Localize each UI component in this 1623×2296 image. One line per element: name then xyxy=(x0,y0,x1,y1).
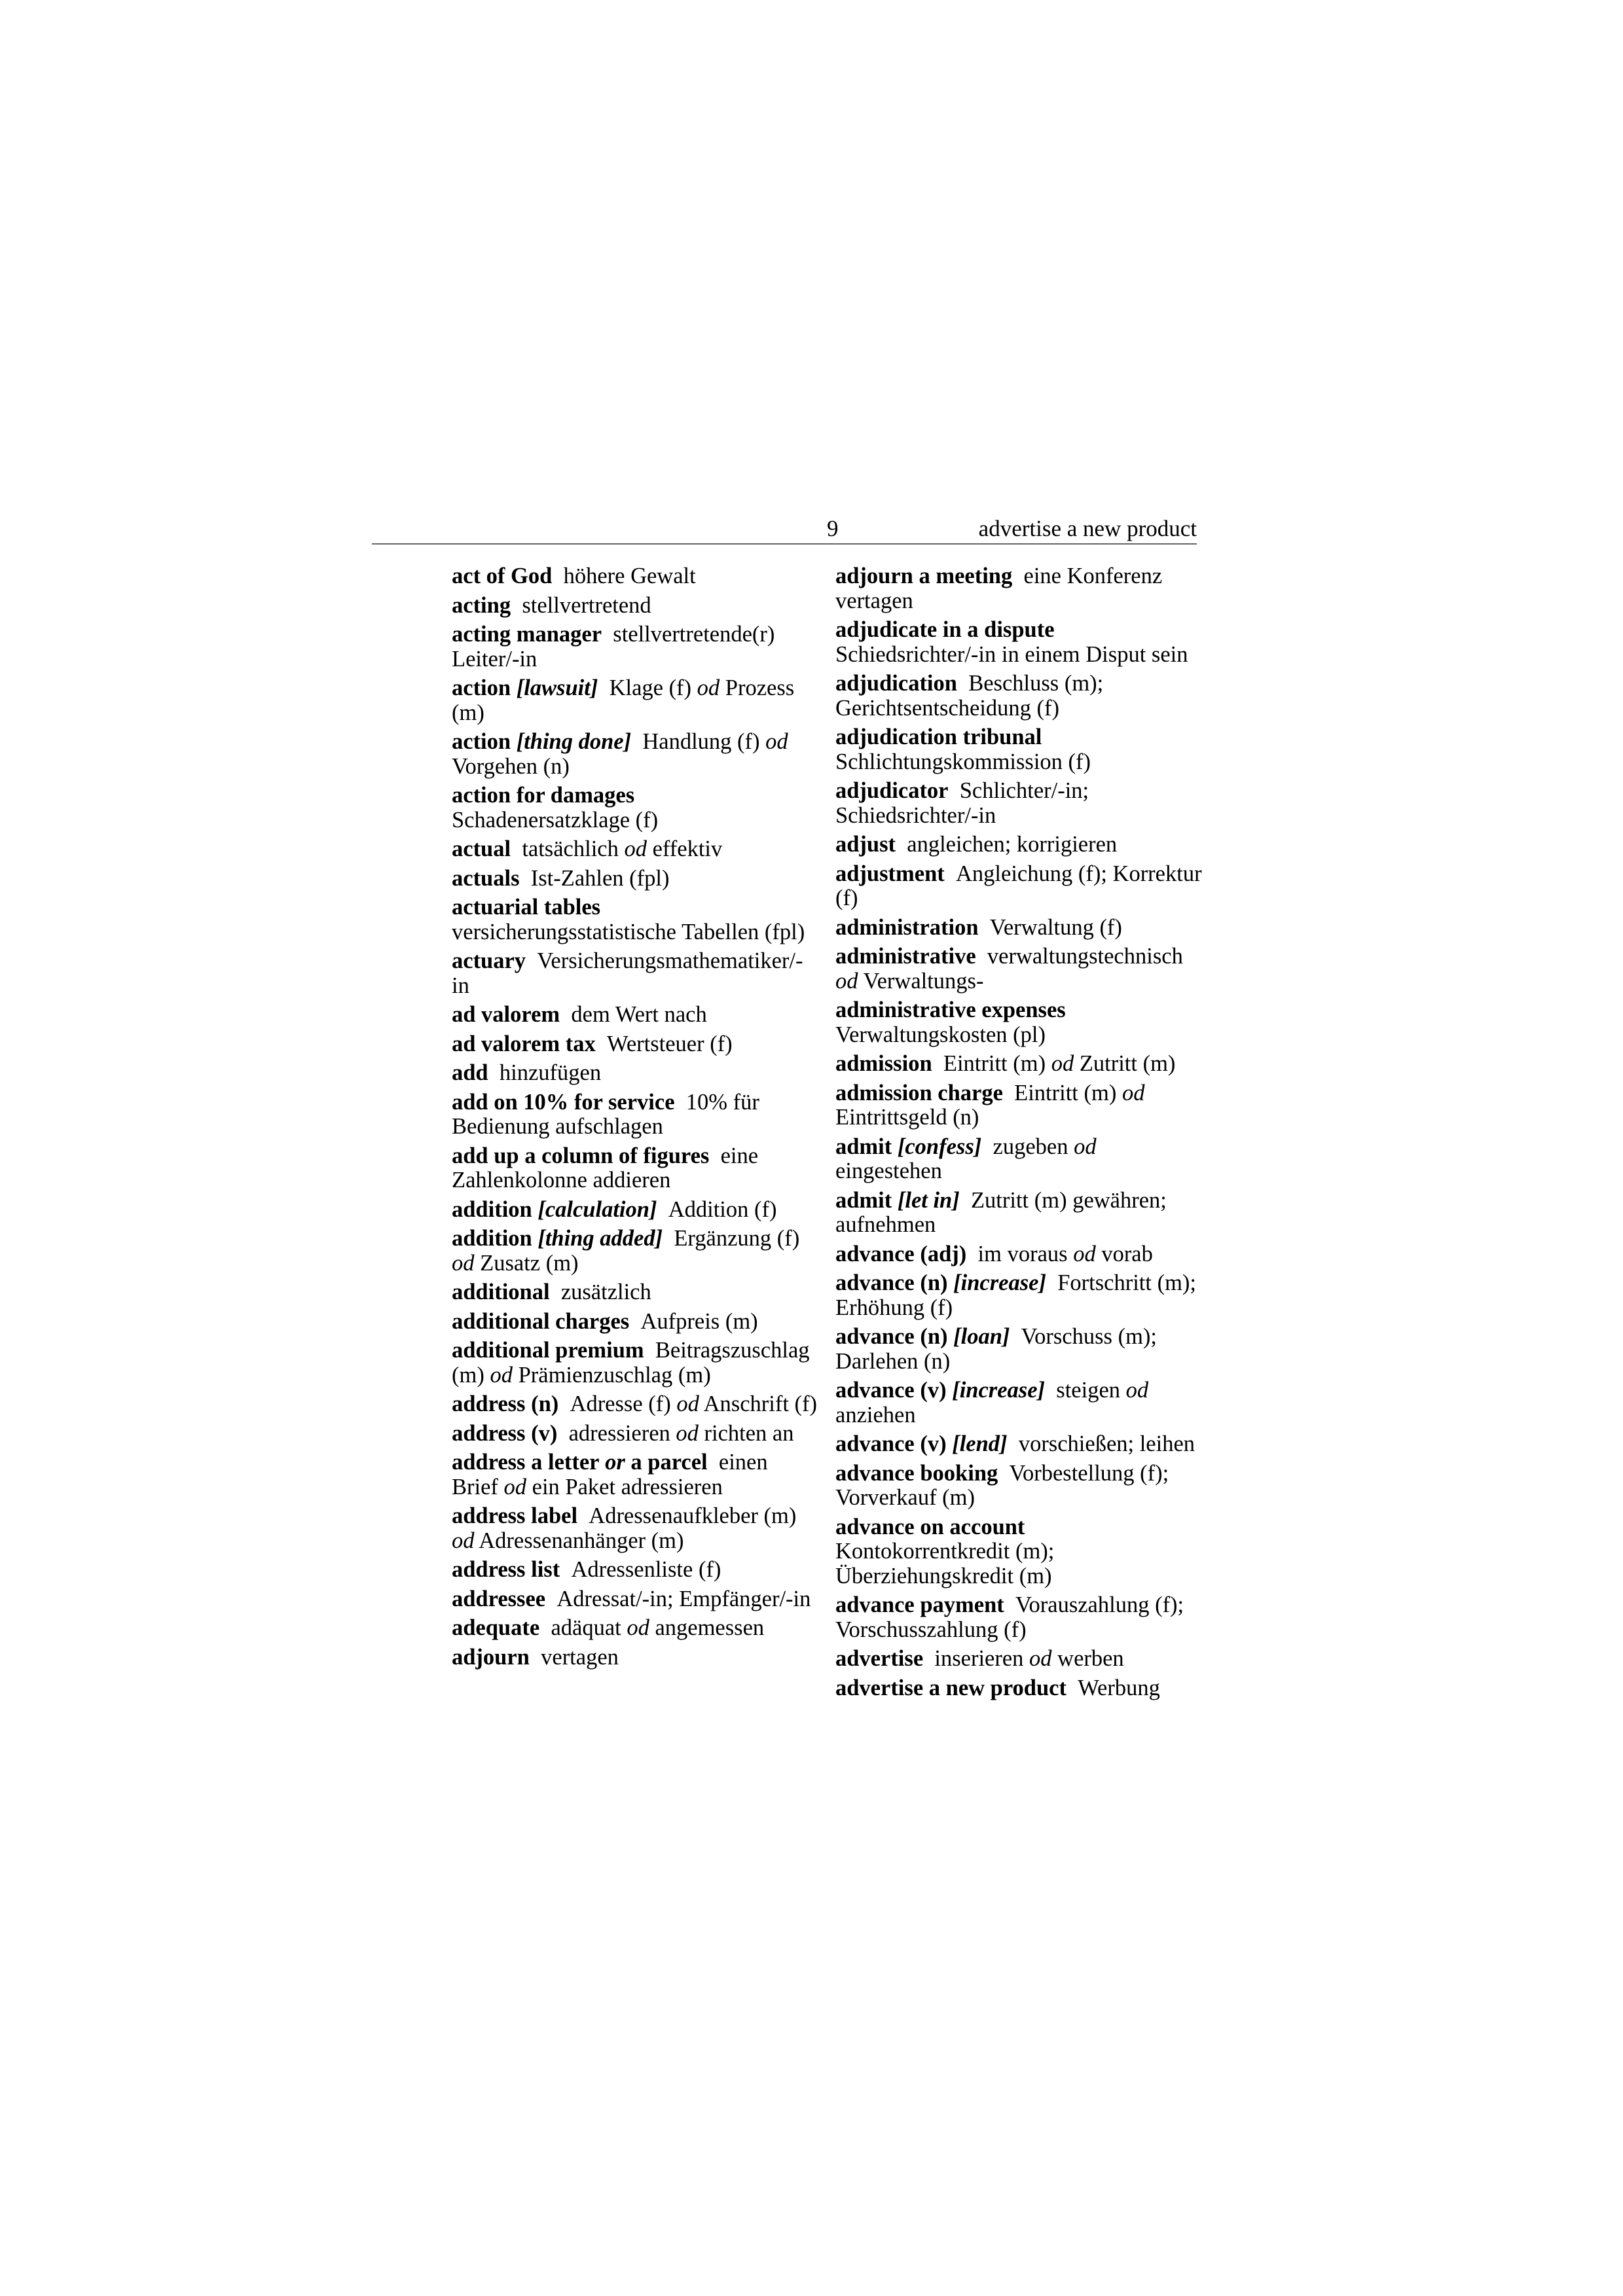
dictionary-entry xyxy=(452,1338,818,1388)
translation: Schadenersatzklage (f) xyxy=(452,807,659,833)
translation: adäquat xyxy=(551,1615,621,1640)
translation: Fortschritt (m); Erhöhung (f) xyxy=(835,1270,1196,1320)
dictionary-entry xyxy=(835,1325,1202,1374)
headword: actual xyxy=(452,836,511,861)
dictionary-entry xyxy=(452,1227,818,1276)
translation: Zutritt (m) gewähren; aufnehmen xyxy=(835,1187,1167,1237)
dictionary-entry xyxy=(452,949,818,998)
dictionary-entry xyxy=(452,1645,818,1670)
headword: advance (v) xyxy=(835,1431,947,1456)
headword: address (v) xyxy=(452,1420,558,1446)
translation: Vorschuss (m); Darlehen (n) xyxy=(835,1324,1157,1374)
dictionary-entry xyxy=(452,1558,818,1583)
dictionary-entry xyxy=(835,1676,1202,1701)
dictionary-entry xyxy=(452,1392,818,1417)
alternative-marker: od xyxy=(1122,1080,1145,1105)
translation: eingestehen xyxy=(835,1158,942,1183)
sense-gloss: [increase] xyxy=(952,1378,1046,1403)
translation: Eintrittsgeld (n) xyxy=(835,1105,979,1130)
headword: admit xyxy=(835,1134,892,1159)
translation: Adressenaufkleber (m) xyxy=(589,1503,797,1528)
dictionary-entry xyxy=(835,1462,1202,1511)
headword: a parcel xyxy=(630,1450,708,1475)
translation: Eintritt (m) xyxy=(943,1051,1046,1076)
translation: Anschrift (f) xyxy=(703,1391,818,1416)
translation: anziehen xyxy=(835,1402,916,1427)
headword: advance booking xyxy=(835,1460,998,1486)
headword: advertise xyxy=(835,1646,924,1671)
dictionary-entry xyxy=(452,867,818,891)
translation: effektiv xyxy=(652,836,723,861)
translation: Prämienzuschlag (m) xyxy=(518,1362,711,1388)
translation: tatsächlich xyxy=(522,836,619,861)
translation: Verwaltungs- xyxy=(863,968,984,994)
dictionary-entry xyxy=(835,862,1202,911)
dictionary-entry xyxy=(835,725,1202,774)
page-number: 9 xyxy=(827,516,839,541)
translation: steigen xyxy=(1056,1378,1121,1403)
headword: action xyxy=(452,675,511,700)
headword: advance (n) xyxy=(835,1324,948,1349)
sense-gloss: [calculation] xyxy=(538,1196,657,1222)
translation: Ergänzung (f) xyxy=(674,1226,800,1251)
translation: Versicherungsmathematiker/-in xyxy=(452,948,803,998)
translation: werben xyxy=(1057,1646,1124,1671)
translation: Aufpreis (m) xyxy=(640,1308,758,1334)
headword: admit xyxy=(835,1187,892,1213)
translation: angemessen xyxy=(655,1615,765,1640)
translation: angleichen; korrigieren xyxy=(907,832,1118,857)
translation: Vorgehen (n) xyxy=(452,753,570,779)
translation: richten an xyxy=(704,1420,794,1446)
dictionary-entry xyxy=(835,1432,1202,1457)
translation: Schlichtungskommission (f) xyxy=(835,749,1091,774)
headword: addition xyxy=(452,1196,532,1222)
alternative-marker: od xyxy=(1051,1051,1074,1076)
headword: address label xyxy=(452,1503,578,1528)
headword: add up a column of figures xyxy=(452,1143,710,1168)
translation: stellvertretende(r) Leiter/-in xyxy=(452,622,775,672)
headword: address list xyxy=(452,1557,560,1582)
headword: advertise a new product xyxy=(835,1675,1067,1700)
dictionary-entry xyxy=(452,622,818,672)
headword: adjudicate in a dispute xyxy=(835,617,1055,642)
translation: Handlung (f) xyxy=(642,729,760,754)
alternative-marker: od xyxy=(452,1250,475,1276)
dictionary-entry xyxy=(835,618,1202,667)
dictionary-entry xyxy=(452,1198,818,1223)
dictionary-entry xyxy=(835,1052,1202,1077)
headword: admission charge xyxy=(835,1080,1003,1105)
dictionary-entry xyxy=(452,895,818,944)
translation: Schiedsrichter/-in in einem Disput sein xyxy=(835,641,1188,667)
headword: adjust xyxy=(835,832,896,857)
translation: versicherungsstatistische Tabellen (fpl) xyxy=(452,919,805,944)
dictionary-entry xyxy=(452,594,818,619)
translation: ein Paket adressieren xyxy=(532,1474,723,1499)
translation: Vorbestellung (f); Vorverkauf (m) xyxy=(835,1460,1169,1510)
translation: inserieren xyxy=(934,1646,1024,1671)
alternative-marker: od xyxy=(697,675,720,700)
translation: vertagen xyxy=(541,1644,619,1670)
translation: eine Konferenz vertagen xyxy=(835,564,1163,613)
translation: Adressat/-in; Empfänger/-in xyxy=(556,1586,811,1611)
headword: addition xyxy=(452,1226,532,1251)
headword: advance (n) xyxy=(835,1270,948,1295)
headword: adjudication tribunal xyxy=(835,725,1042,749)
dictionary-entry xyxy=(452,1144,818,1193)
translation: Wertsteuer (f) xyxy=(607,1031,733,1056)
dictionary-entry xyxy=(452,1504,818,1553)
dictionary-entry xyxy=(452,1310,818,1335)
headword: advance on account xyxy=(835,1514,1025,1539)
headword: actuals xyxy=(452,865,520,891)
alternative-marker: od xyxy=(676,1420,699,1446)
translation: vorab xyxy=(1101,1241,1153,1266)
headword: address (n) xyxy=(452,1391,559,1416)
headword: action for damages xyxy=(452,783,635,808)
dictionary-entry xyxy=(835,1135,1202,1184)
headword: add xyxy=(452,1060,488,1085)
translation: Beitragszuschlag (m) xyxy=(452,1338,810,1388)
alternative-marker: od xyxy=(1073,1241,1096,1266)
translation: einen Brief xyxy=(452,1450,768,1499)
headword: addressee xyxy=(452,1586,546,1611)
headword: action xyxy=(452,729,511,754)
translation: Ist-Zahlen (fpl) xyxy=(530,865,670,891)
dictionary-entry xyxy=(835,1189,1202,1238)
alternative-marker: od xyxy=(452,1528,475,1553)
dictionary-entry xyxy=(452,1090,818,1139)
dictionary-entry xyxy=(835,1271,1202,1320)
translation: verwaltungstechnisch xyxy=(987,944,1183,969)
headword: ad valorem xyxy=(452,1002,560,1027)
headword: admission xyxy=(835,1051,932,1076)
alternative-marker: od xyxy=(835,968,858,994)
headword: actuarial tables xyxy=(452,895,601,920)
dictionary-entry xyxy=(835,1242,1202,1267)
dictionary-entry xyxy=(452,1280,818,1305)
translation: Angleichung (f); Korrektur (f) xyxy=(835,861,1202,910)
headword: address a letter xyxy=(452,1450,600,1475)
translation: Adressenliste (f) xyxy=(571,1557,721,1582)
dictionary-entry xyxy=(452,1422,818,1446)
dictionary-entry xyxy=(835,1515,1202,1589)
dictionary-entry xyxy=(835,564,1202,613)
translation: im voraus xyxy=(977,1241,1068,1266)
translation: Zusatz (m) xyxy=(480,1250,579,1276)
headword: add on 10% for service xyxy=(452,1089,675,1115)
translation: stellvertretend xyxy=(522,592,651,618)
dictionary-entry xyxy=(835,1378,1202,1427)
translation: zusätzlich xyxy=(560,1280,651,1304)
translation: Beschluss (m); Gerichtsentscheidung (f) xyxy=(835,671,1104,721)
translation: Kontokorrentkredit (m); Überziehungskredit (m) xyxy=(835,1539,1055,1588)
translation: adressieren xyxy=(568,1420,670,1446)
dictionary-entry xyxy=(452,1587,818,1612)
translation: eine Zahlenkolonne addieren xyxy=(452,1143,759,1193)
alternative-marker: od xyxy=(676,1391,699,1416)
sense-gloss: [confess] xyxy=(897,1134,982,1159)
alternative-marker: od xyxy=(624,836,647,861)
translation: Adressenanhänger (m) xyxy=(479,1528,684,1553)
translation: Eintritt (m) xyxy=(1014,1080,1117,1105)
headword: additional charges xyxy=(452,1308,630,1334)
alternative-marker: od xyxy=(1074,1134,1097,1159)
translation: Adresse (f) xyxy=(570,1391,671,1416)
dictionary-entry xyxy=(835,944,1202,994)
translation: Verwaltung (f) xyxy=(989,914,1122,940)
headword: adjudication xyxy=(835,671,957,696)
dictionary-entry xyxy=(835,833,1202,857)
headword: ad valorem tax xyxy=(452,1031,596,1056)
dictionary-entry xyxy=(835,998,1202,1047)
headword: act of God xyxy=(452,564,553,588)
translation: höhere Gewalt xyxy=(563,564,696,588)
translation: vorschießen; leihen xyxy=(1018,1431,1195,1456)
translation: Vorauszahlung (f); Vorschusszahlung (f) xyxy=(835,1592,1184,1642)
left-column xyxy=(452,564,818,1674)
headword: additional xyxy=(452,1280,550,1304)
sense-gloss: [increase] xyxy=(953,1270,1046,1295)
alternative-marker: od xyxy=(490,1362,513,1388)
headword-conjunction: or xyxy=(605,1450,625,1475)
dictionary-entry xyxy=(452,564,818,589)
headword: adjudicator xyxy=(835,778,949,803)
dictionary-entry xyxy=(452,1450,818,1499)
dictionary-entry xyxy=(835,779,1202,828)
sense-gloss: [let in] xyxy=(897,1187,960,1213)
translation: Zutritt (m) xyxy=(1079,1051,1176,1076)
translation: Werbung xyxy=(1078,1675,1160,1700)
headword: acting manager xyxy=(452,622,602,647)
headword: advance (adj) xyxy=(835,1241,967,1266)
headword: adjourn a meeting xyxy=(835,564,1013,588)
dictionary-entry xyxy=(452,676,818,725)
translation: Klage (f) xyxy=(609,675,692,700)
dictionary-entry xyxy=(452,1003,818,1028)
alternative-marker: od xyxy=(765,729,788,754)
translation: dem Wert nach xyxy=(571,1002,707,1027)
headword: additional premium xyxy=(452,1338,644,1363)
dictionary-entry xyxy=(835,1647,1202,1672)
translation: Addition (f) xyxy=(668,1196,777,1222)
headword: adequate xyxy=(452,1615,540,1640)
translation: Prozess (m) xyxy=(452,675,795,725)
translation: hinzufügen xyxy=(499,1060,602,1085)
translation: Verwaltungskosten (pl) xyxy=(835,1022,1046,1047)
dictionary-entry xyxy=(452,1616,818,1641)
headword: administrative expenses xyxy=(835,997,1066,1022)
alternative-marker: od xyxy=(1125,1378,1149,1403)
dictionary-entry xyxy=(452,783,818,833)
sense-gloss: [thing done] xyxy=(516,729,632,754)
running-head: advertise a new product xyxy=(978,516,1197,541)
sense-gloss: [thing added] xyxy=(538,1226,663,1251)
alternative-marker: od xyxy=(1029,1646,1052,1671)
sense-gloss: [lend] xyxy=(952,1431,1008,1456)
dictionary-entry xyxy=(835,1593,1202,1642)
translation: 10% für Bedienung aufschlagen xyxy=(452,1089,759,1139)
headword: adjustment xyxy=(835,861,945,886)
dictionary-entry xyxy=(452,837,818,862)
translation: Schlichter/-in; Schiedsrichter/-in xyxy=(835,778,1089,828)
headword: administrative xyxy=(835,944,976,969)
headword: advance payment xyxy=(835,1592,1004,1617)
headword: advance (v) xyxy=(835,1378,947,1403)
dictionary-entry xyxy=(835,672,1202,721)
dictionary-entry xyxy=(452,730,818,779)
headword: acting xyxy=(452,592,511,618)
sense-gloss: [loan] xyxy=(953,1324,1010,1349)
alternative-marker: od xyxy=(627,1615,649,1640)
sense-gloss: [lawsuit] xyxy=(516,675,598,700)
alternative-marker: od xyxy=(503,1474,527,1499)
headword: actuary xyxy=(452,948,526,973)
page-header xyxy=(372,512,1197,545)
dictionary-entry xyxy=(835,916,1202,941)
dictionary-entry xyxy=(452,1032,818,1057)
dictionary-entry xyxy=(835,1081,1202,1130)
headword: adjourn xyxy=(452,1644,530,1670)
headword: administration xyxy=(835,914,979,940)
dictionary-entry xyxy=(452,1061,818,1086)
translation: zugeben xyxy=(993,1134,1068,1159)
right-column xyxy=(835,564,1202,1705)
